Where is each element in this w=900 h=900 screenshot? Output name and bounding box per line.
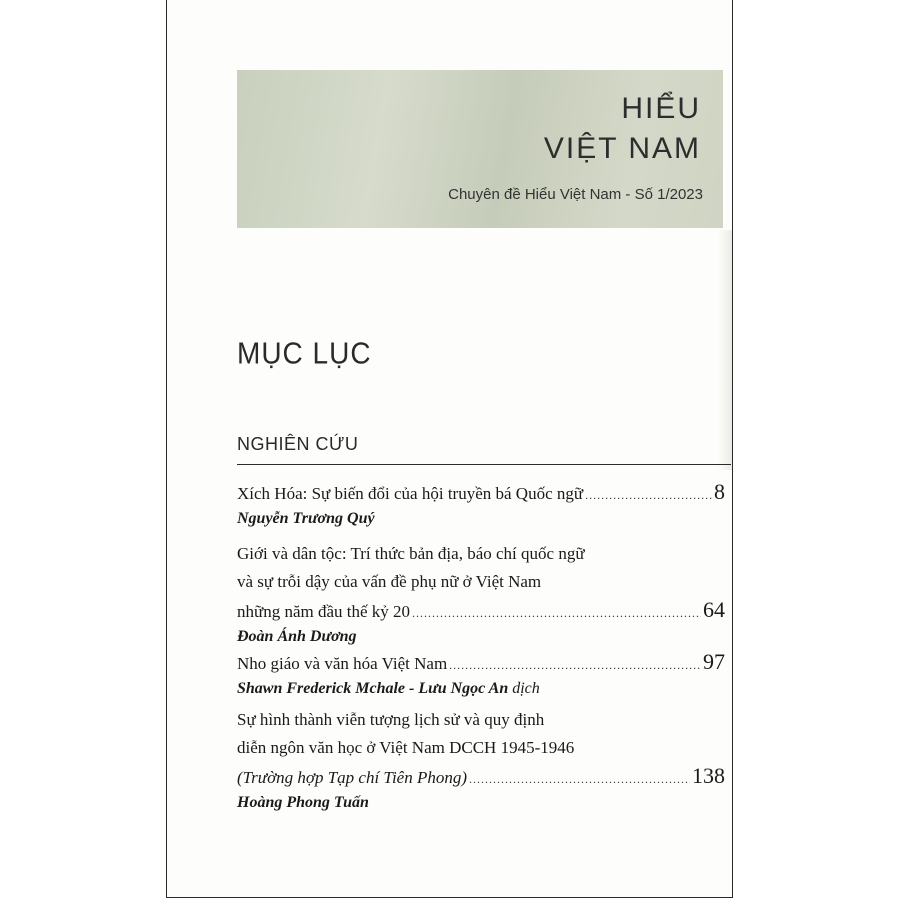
entry-title: Nho giáo và văn hóa Việt Nam (237, 654, 448, 673)
journal-header-band (237, 70, 723, 228)
entry-title-line: Sự hình thành viễn tượng lịch sử và quy định (237, 710, 545, 729)
dot-leader (585, 481, 712, 509)
journal-title-line1: HIỂU (621, 92, 701, 125)
page-number: 64 (703, 597, 725, 622)
book-page (166, 0, 733, 898)
entry-title: những năm đầu thế kỷ 20 (237, 602, 411, 621)
entry-title-line (237, 762, 725, 790)
entry-author (237, 506, 725, 532)
section-label: NGHIÊN CỨU (237, 434, 359, 454)
entry-author (237, 624, 725, 650)
entry-title-line (237, 596, 725, 624)
toc-heading: MỤC LỤC (237, 336, 372, 371)
journal-title-line2: VIỆT NAM (543, 132, 701, 165)
page-number: 8 (714, 479, 725, 504)
journal-subtitle: Chuyên đề Hiểu Việt Nam - Số 1/2023 (448, 186, 703, 203)
entry-author (237, 676, 725, 702)
entry-title: (Trường hợp Tạp chí Tiên Phong) (237, 768, 468, 787)
toc-entry[interactable] (237, 706, 725, 816)
entry-title-line: Giới và dân tộc: Trí thức bản địa, báo chí quốc ngữ (237, 544, 585, 563)
toc-entry[interactable] (237, 648, 725, 702)
entry-title-line (237, 478, 725, 506)
page-number: 97 (703, 649, 725, 674)
page-bleed-shadow (718, 230, 732, 470)
entry-title: Xích Hóa: Sự biến đổi của hội truyền bá Quốc ngữ (237, 484, 584, 503)
dot-leader (449, 651, 701, 679)
author-name: Hoàng Phong Tuấn (237, 794, 369, 811)
toc-entry[interactable] (237, 540, 725, 650)
entry-title-line: và sự trỗi dậy của vấn đề phụ nữ ở Việt Nam (237, 572, 542, 591)
author-name: Đoàn Ánh Dương (237, 628, 357, 645)
entry-title-line (237, 648, 725, 676)
section-divider (237, 464, 731, 465)
entry-title-line: diễn ngôn văn học ở Việt Nam DCCH 1945-1946 (237, 738, 575, 757)
toc-entry[interactable] (237, 478, 725, 532)
page-number: 138 (692, 763, 725, 788)
dot-leader (412, 599, 701, 627)
dot-leader (469, 765, 690, 793)
entry-author (237, 790, 725, 816)
author-name: Shawn Frederick Mchale - Lưu Ngọc An (237, 680, 509, 697)
author-suffix: dịch (508, 680, 540, 697)
author-name: Nguyễn Trương Quý (237, 510, 375, 527)
